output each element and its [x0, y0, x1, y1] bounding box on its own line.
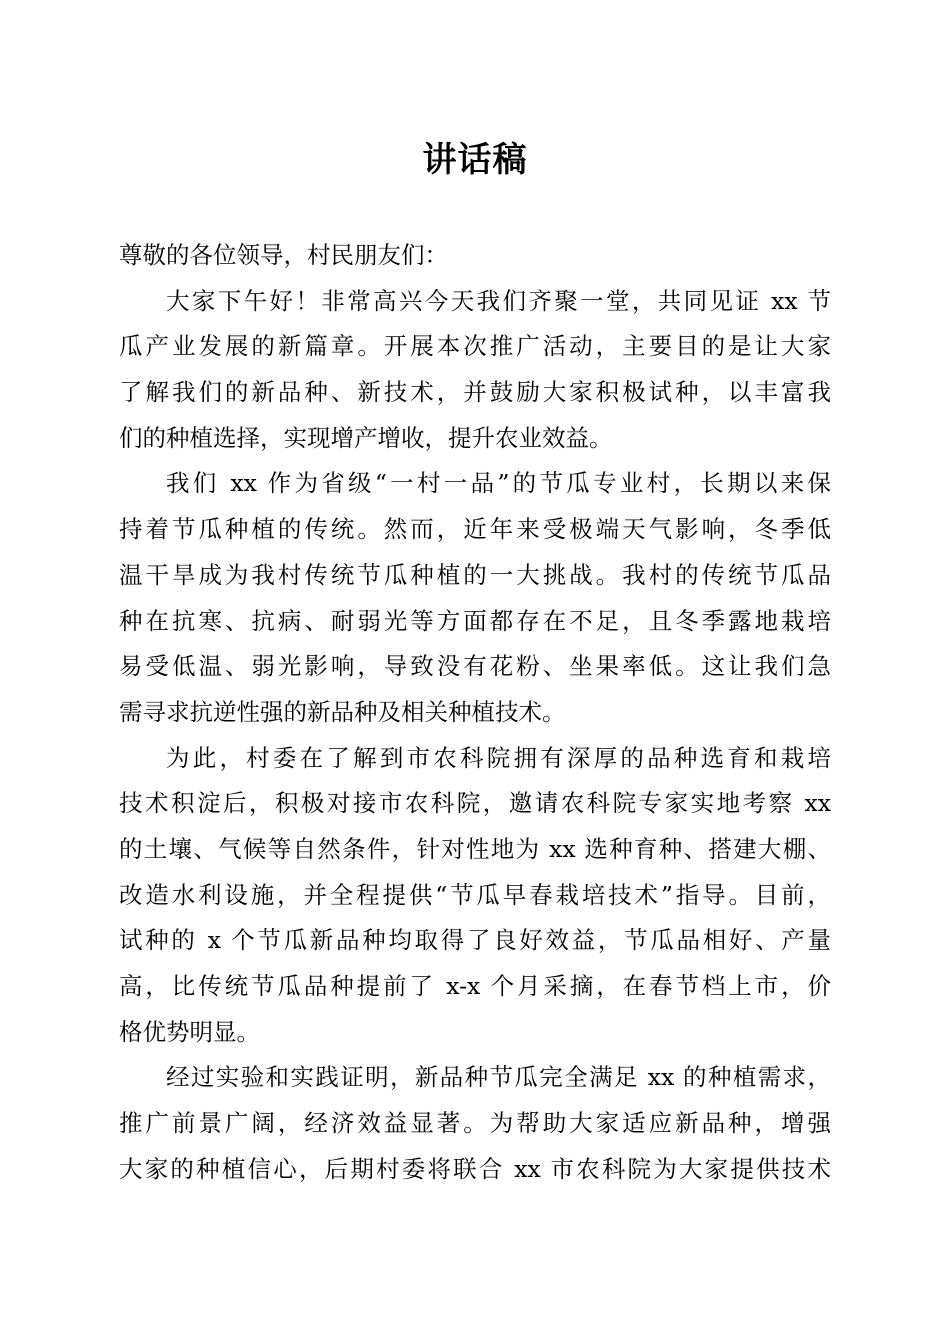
text-line: 高，比传统节瓜品种提前了 x-x 个月采摘，在春节档上市，价 [119, 972, 831, 1000]
text-line: 的土壤、气候等自然条件，针对性地为 xx 选种育种、搭建大棚、 [119, 834, 831, 863]
document-title: 讲话稿 [422, 140, 528, 180]
text-line: 改造水利设施，并全程提供“节瓜早春栽培技术”指导。目前， [119, 880, 831, 909]
text-line: 推广前景广阔，经济效益显著。为帮助大家适应新品种，增强 [119, 1109, 831, 1138]
text-line: 易受低温、弱光影响，导致没有花粉、坐果率低。这让我们急 [119, 652, 831, 681]
text-line: 们的种植选择，实现增产增收，提升农业效益。 [119, 423, 613, 452]
text-line: 了解我们的新品种、新技术，并鼓励大家积极试种，以丰富我 [119, 378, 831, 407]
document-body [119, 233, 831, 1192]
text-line: 我们 xx 作为省级“一村一品”的节瓜专业村，长期以来保 [166, 469, 831, 498]
text-line: 温干旱成为我村传统节瓜种植的一大挑战。我村的传统节瓜品 [119, 560, 831, 589]
text-line: 种在抗寒、抗病、耐弱光等方面都存在不足，且冬季露地栽培 [119, 606, 831, 635]
text-line: 需寻求抗逆性强的新品种及相关种植技术。 [119, 697, 566, 726]
text-line: 经过实验和实践证明，新品种节瓜完全满足 xx 的种植需求， [166, 1063, 831, 1092]
text-line: 大家下午好！非常高兴今天我们齐聚一堂，共同见证 xx 节 [166, 286, 831, 315]
text-line: 格优势明显。 [119, 1017, 260, 1046]
text-line: 尊敬的各位领导，村民朋友们： [119, 241, 448, 269]
text-line: 为此，村委在了解到市农科院拥有深厚的品种选育和栽培 [166, 743, 831, 772]
text-line: 大家的种植信心，后期村委将联合 xx 市农科院为大家提供技术 [119, 1154, 831, 1183]
text-line: 技术积淀后，积极对接市农科院，邀请农科院专家实地考察 xx [119, 789, 831, 818]
text-line: 瓜产业发展的新篇章。开展本次推广活动，主要目的是让大家 [119, 332, 831, 361]
text-line: 持着节瓜种植的传统。然而，近年来受极端天气影响，冬季低 [119, 515, 831, 544]
text-line: 试种的 x 个节瓜新品种均取得了良好效益，节瓜品相好、产量 [119, 926, 831, 955]
